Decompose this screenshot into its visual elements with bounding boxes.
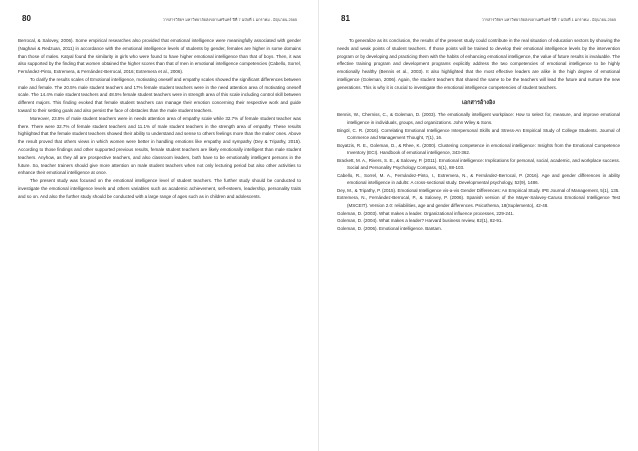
paragraph: The present study was focused on the emotional intelligence level of student teachers. The further study should be conducted to investigate the emotional intelligence levels and others variables such as academic achievement, self-esteem, leadership, personality traits and so on. And also the further study should be conducted with a large range of ages such as in children and adolescents. — [18, 178, 301, 199]
reference-item: Goleman, D. (2006). Emotional intelligence. Bantam. — [337, 225, 443, 231]
left-page-body — [18, 37, 301, 200]
reference-item: Dey, M., & Tripathy, P. (2015). Emotional Intelligence vis-a-vis Gender Differences: An Empirical Study. IPE Journal of Management, 5(1), 135. — [337, 187, 620, 193]
page-number: 81 — [341, 14, 350, 23]
journal-title: วารสารวิจัยฯ มหาวิทยาลัยสงขลานครินทร์ ปีที่ 7 ฉบับที่ 1 มกราคม - มิถุนายน 2565 — [162, 18, 297, 22]
reference-item: Brackett, M. A., Rivers, S. E., & Salovey, P. (2011). Emotional intelligence: Implications for personal, social, academic, and workplace success. Social and Personality Psychology Compass, 5(1), 88-103. — [337, 157, 620, 171]
reference-item: Boyatzis, R. E., Goleman, D., & Rhee, K. (2000). Clustering competence in emotional intelligence: Insights from the Emotional Competence Inventory (ECI). Handbook of emotional intelligence, 343-362. — [337, 142, 620, 156]
left-page-header — [18, 14, 301, 23]
reference-item: Goleman, D. (2004). What makes a leader? Harvard business review, 82(1), 82-91. — [337, 218, 503, 224]
reference-item: Extremera, N., Fernández-Berrocal, P., & Salovey, P. (2006). Spanish version of the Mayer-Salovey-Caruso Emotional Intelligence Test (MSCEIT). Version 2.0: reliabilities, age and gender differences. Psicothema, 18(Suplemento), 42-48. — [337, 195, 620, 209]
paragraph: Berrocal, & Salovey, 2006). Some empirical researches also provided that emotional intelligence were meaningfully associated with gender (Naghavi & Redzuan, 2011) in accordance with the emotional intelligence levels of students by gender, females are higher in some domains than those of males. Katyal found the similarity in girls who were found to have higher emotional intelligence than that of boys. Then, it was also supported by the finding that women obtained the higher scores than that of men in emotional intelligence competencies (Cabello, Sorrel, Fernández-Pinto, Extremera, & Fernández-Berrocal, 2016; Extremera et al., 2006). — [18, 38, 301, 75]
references-list — [337, 111, 620, 232]
reference-item: Cabello, R., Sorrel, M. A., Fernández-Pinto, I., Extremera, N., & Fernández-Berrocal, P. (2016). Age and gender differences in ability emotional intelligence in adults: A cross-sectional study. Developmental psychology, 52(9), 1486. — [337, 172, 620, 186]
right-page — [319, 0, 638, 451]
right-page-header — [337, 14, 620, 23]
journal-title: วารสารวิจัยฯ มหาวิทยาลัยสงขลานครินทร์ ปีที่ 7 ฉบับที่ 1 มกราคม - มิถุนายน 2565 — [481, 18, 616, 22]
right-page-body — [337, 37, 620, 91]
reference-item: Bennis, W., Cherniss, C., & Goleman, D. (2003). The emotionally intelligent workplace: How to select for, measure, and improve emotional intelligence in individuals, groups, and organizations. John Wiley & Sons. — [337, 112, 620, 126]
paragraph: To generalize as its conclusion, the results of the present study could contribute in the real situation of education sectors by showing the needs and weak points of student teachers. If those points will be trained to develop their emotional intelligence levels by the intervention program or by developing and practicing them with the habits of enhancing emotional intelligence, the value of future results is invaluable. The effective training program and development programs explicitly address the two competencies of emotional intelligence to be highly emotionally healthy (Bennis et al., 2003). It also highlighted that the most effective leaders are alike in the high degree of emotional intelligence (Goleman, 2006). Again, the student teachers that shared the same to be the teachers will lead the future and nurture the new generations. This is why it is crucial to investigate the emotional intelligence competencies of student teachers. — [337, 38, 620, 90]
reference-item: Bingöl, C. R. (2016). Correlating Emotional Intelligence Interpersonal Skills and Stress-An Empirical Study of College Students. Journal of Commerce and Management Thought, 7(1), 16. — [337, 127, 620, 141]
page-number: 80 — [22, 14, 31, 23]
reference-item: Goleman, D. (2003). What makes a leader. Organizational influence processes, 229-241. — [337, 210, 515, 216]
references-heading: เอกสารอ้างอิง — [462, 100, 495, 107]
paragraph: To clarify the results scales of Emotional intelligence, motivating oneself and empathy scales showed the significant differences between male and female. The 20.5% male student teachers and 17% female student teachers were in the need attention area of motivating oneself scale. The 14.4% male student teachers and 48.5% female student teachers were in strength area of this scale including control skill between different majors. This finding evoked that female student teachers can manage their emotion concerning their respective work and guide toward to their setting goals and also persist the face of obstacles than the male student teachers. — [18, 76, 301, 114]
paragraph: Moreover, 23.5% of male student teachers were in needs attention area of empathy scale while 32.7% of female student teacher was there. There were 32.7% of female student teachers and 11.1% of male student teachers in the strength area of empathy. These results highlighted that the female student teachers showed their ability to understand and sense to others feelings more than the males' ones. Above the result proved that others views in which women were better in handling emotions like empathy and sympathy (Dey & Tripathy, 2015). According to those findings and other supported previous results, female student teachers are likely emotionally intelligent than male student teachers. Anyhow, as they all are prospective teachers, and also classroom leaders, both have to be emotionally intelligent persons in the future. So, teacher trainers should give more attention on male student teachers when not only lecturing period but also other activities to enhance their emotional intelligence at once. — [18, 115, 301, 176]
